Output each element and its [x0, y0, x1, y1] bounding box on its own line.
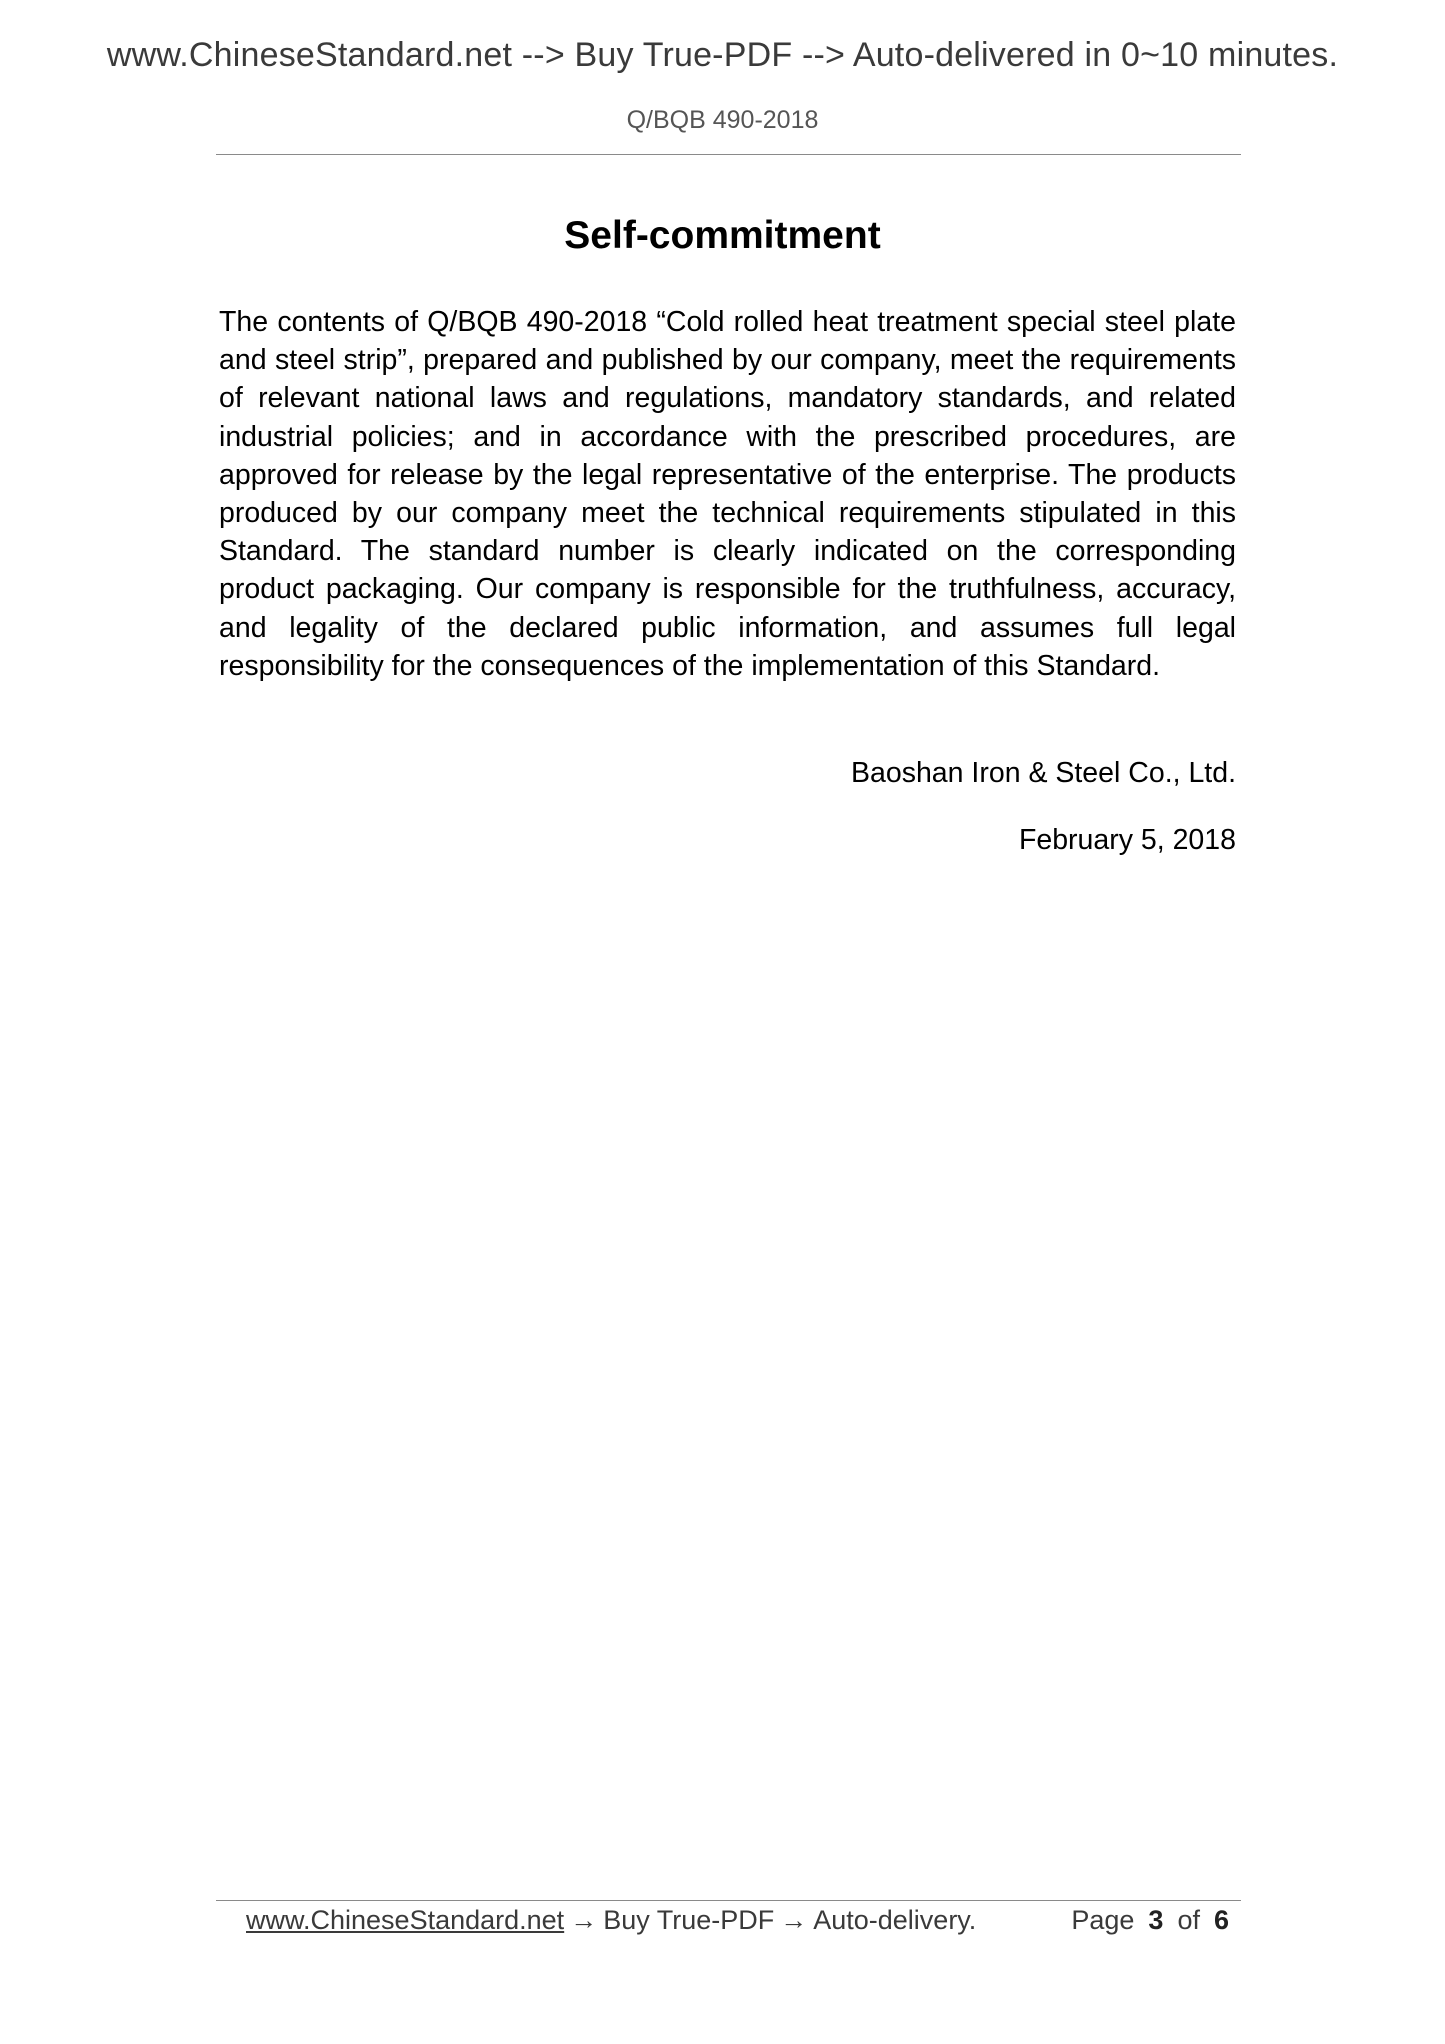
page-title: Self-commitment [564, 214, 881, 257]
page-current: 3 [1148, 1905, 1164, 1935]
header-divider [216, 154, 1241, 155]
footer-divider [216, 1900, 1241, 1901]
signature-company: Baoshan Iron & Steel Co., Ltd. [851, 757, 1236, 789]
top-banner: www.ChineseStandard.net --> Buy True-PDF --> Auto-delivered in 0~10 minutes. [106, 36, 1339, 74]
page-footer [216, 1905, 1241, 1945]
page-total: 6 [1213, 1905, 1229, 1935]
commitment-paragraph: The contents of Q/BQB 490-2018 “Cold rolled heat treatment special steel plate and steel strip”, prepared and published by our company, meet the requirements of relevant national laws and regulations, mandatory standards, and related industrial policies; and in accordance with the prescribed procedures, are approved for release by the legal representative of the enterprise. The products produced by our company meet the technical requirements stipulated in this Standard. The standard number is clearly indicated on the corresponding product packaging. Our company is responsible for the truthfulness, accuracy, and legality of the declared public information, and assumes full legal responsibility for the consequences of the implementation of this Standard. [219, 306, 1236, 682]
document-code: Q/BQB 490-2018 [626, 106, 819, 134]
page-of-label: of [1177, 1905, 1200, 1935]
page-number [1071, 1905, 1229, 1936]
right-arrow-icon: → [570, 1905, 598, 1935]
footer-delivery-text: Auto-delivery. [813, 1905, 977, 1935]
signature-date: February 5, 2018 [1018, 824, 1236, 856]
footer-promo [246, 1905, 976, 1936]
right-arrow-icon: → [780, 1905, 808, 1935]
page-label: Page [1071, 1905, 1135, 1935]
footer-site-link[interactable]: www.ChineseStandard.net [246, 1905, 565, 1935]
footer-buy-text: Buy True-PDF [603, 1905, 775, 1935]
